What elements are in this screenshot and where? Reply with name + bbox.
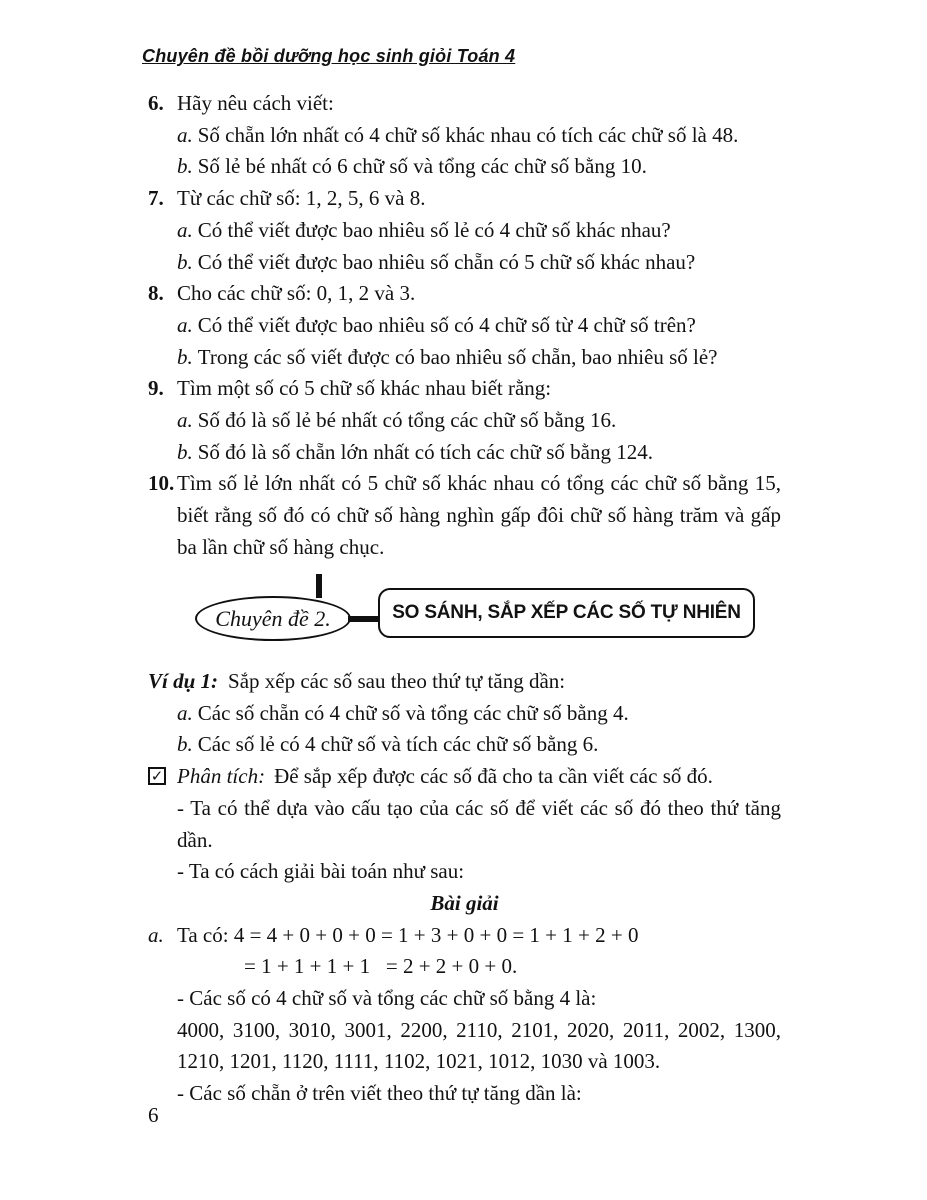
sub-label: a. — [177, 408, 193, 433]
sub-label: a. — [177, 217, 193, 242]
analysis-notes — [148, 793, 781, 888]
problem-text: Hãy nêu cách viết: — [177, 91, 334, 115]
analysis-label: Phân tích: — [177, 764, 266, 789]
example-heading-row — [148, 666, 781, 698]
solution-part-label: a. — [148, 922, 164, 947]
sub-label: b. — [177, 732, 193, 757]
analysis-note: - Ta có thể dựa vào cấu tạo của các số để viết các số đó theo thứ tăng dần. — [177, 795, 781, 852]
example-label: Ví dụ 1: — [148, 669, 219, 693]
example-sub-items — [148, 698, 781, 761]
sub-text: Có thể viết được bao nhiêu số lẻ có 4 chữ số khác nhau? — [197, 217, 671, 242]
sub-label: a. — [177, 312, 193, 337]
problem-text: Từ các chữ số: 1, 2, 5, 6 và 8. — [177, 186, 426, 211]
sub-text: Các số lẻ có 4 chữ số và tích các chữ số bằng 6. — [197, 732, 599, 757]
problem-number: 10. — [148, 471, 175, 496]
checkbox-checked-icon — [148, 767, 166, 785]
sub-label: b. — [177, 344, 193, 369]
solution-heading: Bài giải — [430, 890, 499, 915]
analysis-note: - Ta có cách giải bài toán như sau: — [177, 859, 465, 884]
sub-item — [177, 310, 781, 342]
problem-list — [148, 88, 781, 564]
topic-title: SO SÁNH, SẮP XẾP CÁC SỐ TỰ NHIÊN — [392, 602, 741, 623]
analysis-row — [148, 761, 781, 793]
solution-math-line-2: = 1 + 1 + 1 + 1 = 2 + 2 + 0 + 0. — [244, 954, 518, 979]
problem-number: 8. — [148, 281, 164, 306]
sub-text: Có thể viết được bao nhiêu số chẵn có 5 chữ số khác nhau? — [197, 249, 696, 274]
problem-number: 9. — [148, 376, 164, 401]
problem-9 — [148, 373, 781, 468]
problem-number: 6. — [148, 91, 164, 115]
sub-item — [177, 405, 781, 437]
sub-text: Các số chẵn có 4 chữ số và tổng các chữ số bằng 4. — [197, 700, 629, 725]
check-glyph: ✓ — [150, 766, 164, 785]
sub-item — [177, 151, 781, 183]
sub-label: a. — [177, 122, 193, 147]
sub-item — [177, 729, 781, 761]
sub-text: Số đó là số chẵn lớn nhất có tích các chữ số bằng 124. — [197, 439, 653, 464]
problem-6 — [148, 88, 781, 183]
sub-label: b. — [177, 154, 193, 179]
connector-horizontal-line — [348, 616, 379, 622]
problem-text: Tìm một số có 5 chữ số khác nhau biết rằng: — [177, 376, 552, 401]
solution-list-intro: - Các số có 4 chữ số và tổng các chữ số bằng 4 là: — [177, 986, 597, 1011]
sub-text: Số lẻ bé nhất có 6 chữ số và tổng các chữ số bằng 10. — [197, 154, 647, 179]
running-header: Chuyên đề bồi dưỡng học sinh giỏi Toán 4 — [142, 46, 516, 66]
sub-text: Trong các số viết được có bao nhiêu số chẵn, bao nhiêu số lẻ? — [197, 344, 718, 369]
problem-10 — [148, 468, 781, 563]
topic-title-box — [378, 588, 755, 638]
solution-part-a — [148, 920, 781, 952]
connector-vertical-line — [316, 574, 322, 598]
solution-math-line-1: Ta có: 4 = 4 + 0 + 0 + 0 = 1 + 3 + 0 + 0 = 1 + 1 + 2 + 0 — [177, 922, 639, 947]
problem-8 — [148, 278, 781, 373]
problem-number: 7. — [148, 186, 164, 211]
sub-text: Số đó là số lẻ bé nhất có tổng các chữ số bằng 16. — [197, 408, 617, 433]
sub-item — [177, 437, 781, 469]
sub-item — [177, 247, 781, 279]
example-section — [148, 666, 781, 1110]
solution-numbers: 4000, 3100, 3010, 3001, 2200, 2110, 2101, 2020, 2011, 2002, 1300, 1210, 1201, 1120, 1111, 1102, 1021, 1012, 1030 và 1003. — [177, 1017, 781, 1074]
example-prompt: Sắp xếp các số sau theo thứ tự tăng dần: — [228, 669, 566, 693]
sub-label: a. — [177, 700, 193, 725]
sub-item — [177, 698, 781, 730]
topic-badge-ellipse — [195, 596, 351, 641]
analysis-text: Để sắp xếp được các số đã cho ta cần viết các số đó. — [274, 764, 713, 789]
sub-text: Số chẵn lớn nhất có 4 chữ số khác nhau có tích các chữ số là 48. — [197, 122, 739, 147]
page-number: 6 — [148, 1103, 159, 1127]
sub-label: b. — [177, 439, 193, 464]
problem-7 — [148, 183, 781, 278]
solution-body — [148, 983, 781, 1110]
sub-item — [177, 342, 781, 374]
sub-item — [177, 215, 781, 247]
problem-text: Tìm số lẻ lớn nhất có 5 chữ số khác nhau có tổng các chữ số bằng 15, biết rằng số đó có chữ số hàng nghìn gấp đôi chữ số hàng trăm và gấp ba lần chữ số hàng chục. — [177, 471, 781, 559]
sub-item — [177, 120, 781, 152]
sub-text: Có thể viết được bao nhiêu số có 4 chữ số từ 4 chữ số trên? — [197, 312, 696, 337]
sub-label: b. — [177, 249, 193, 274]
solution-sorted-intro: - Các số chẵn ở trên viết theo thứ tự tăng dần là: — [177, 1081, 582, 1106]
problem-text: Cho các chữ số: 0, 1, 2 và 3. — [177, 281, 416, 306]
topic-diagram — [148, 572, 781, 644]
topic-badge-label: Chuyên đề 2. — [215, 605, 331, 631]
